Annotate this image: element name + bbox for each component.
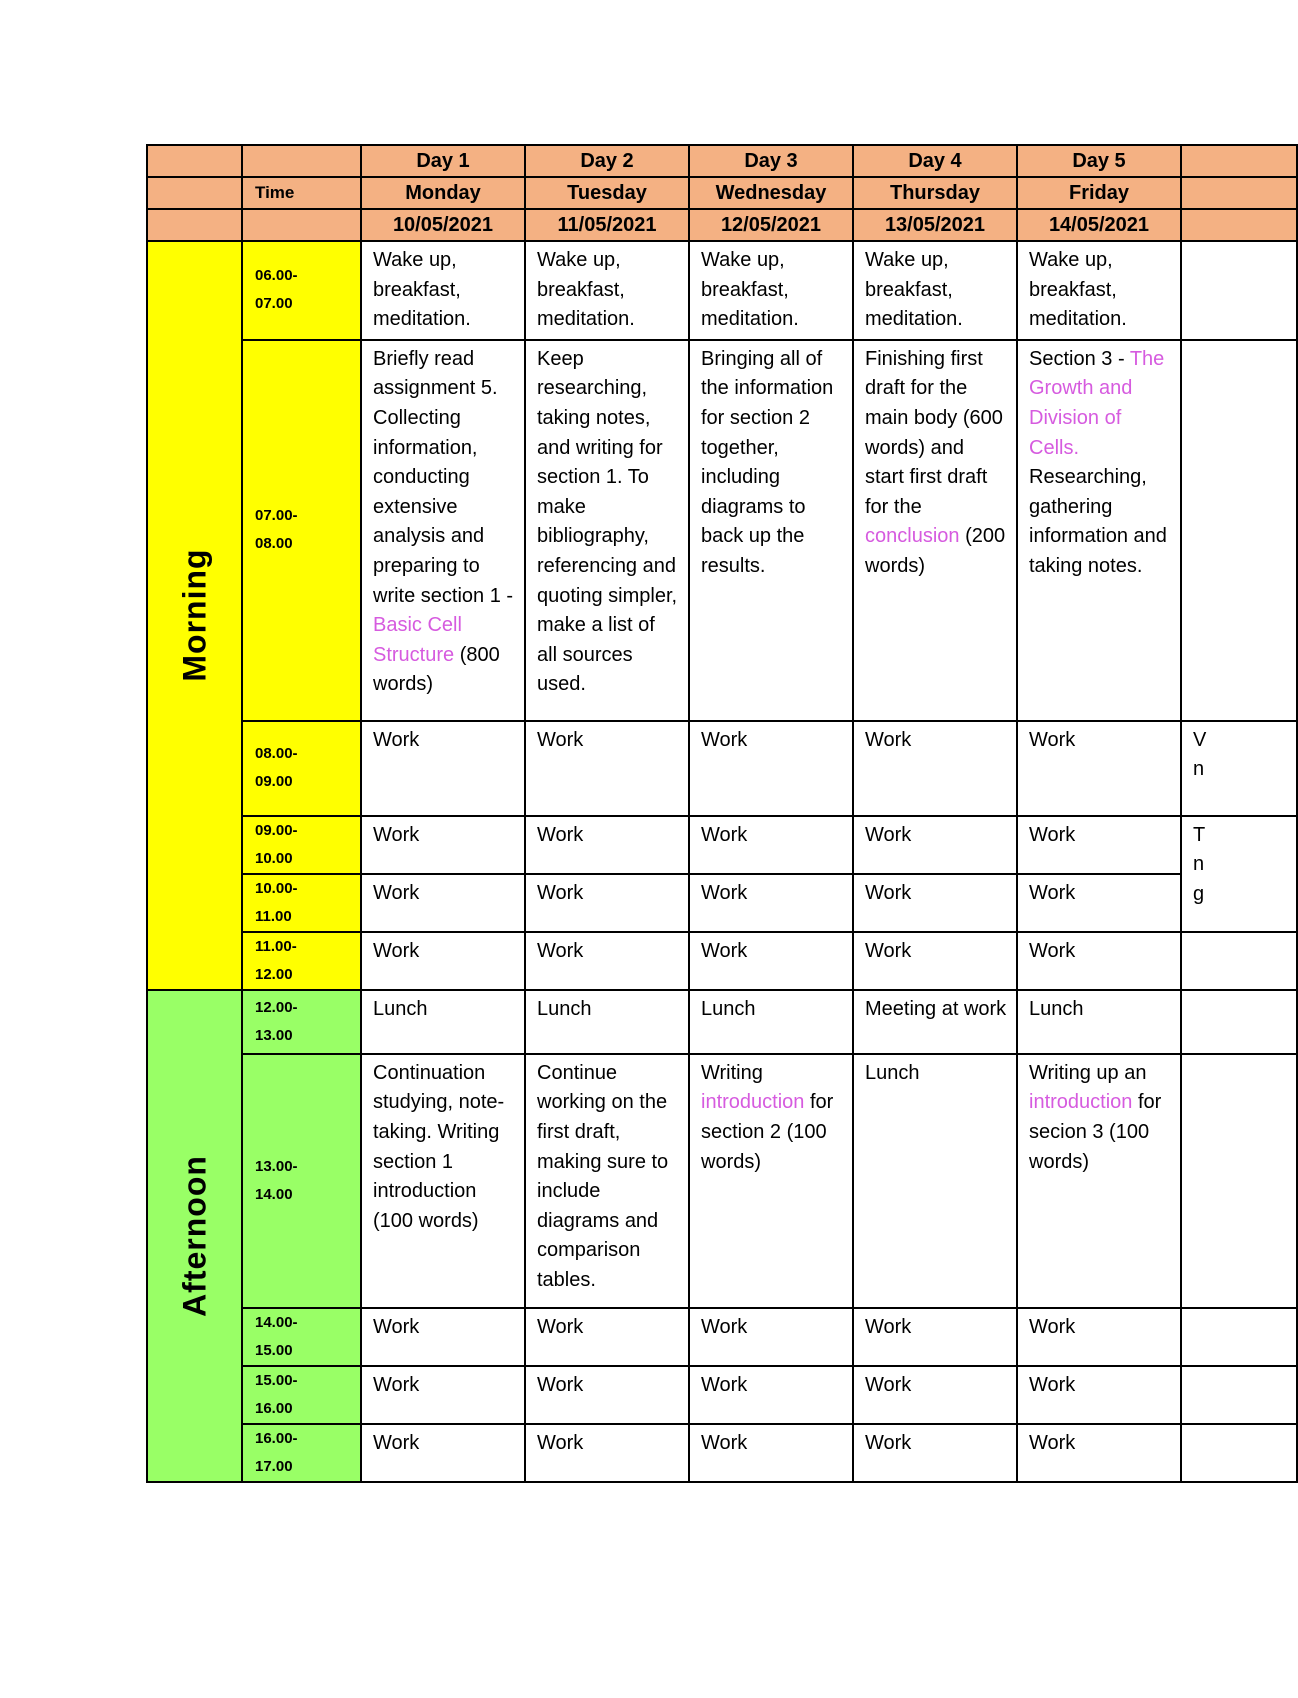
schedule-cell: Work — [361, 932, 525, 990]
schedule-cell: Work — [361, 1308, 525, 1366]
header-corner — [147, 209, 242, 241]
schedule-cell: Work — [525, 816, 689, 874]
schedule-cell: Continuation studying, note-taking. Writing section 1 introduction (100 words) — [361, 1054, 525, 1308]
header-date-2: 11/05/2021 — [525, 209, 689, 241]
schedule-cell: Meeting at work — [853, 990, 1017, 1054]
schedule-cell-partial — [1181, 1424, 1297, 1482]
header-time-blank — [242, 145, 361, 177]
header-weekday-2: Tuesday — [525, 177, 689, 209]
table-row — [147, 874, 1297, 932]
schedule-cell: Keep researching, taking notes, and writing for section 1. To make bibliography, referencing and quoting simpler, make a list of all sources used. — [525, 340, 689, 721]
table-row — [147, 1366, 1297, 1424]
header-day-5: Day 5 — [1017, 145, 1181, 177]
schedule-cell: Wake up, breakfast, meditation. — [525, 241, 689, 340]
schedule-cell: Work — [853, 1308, 1017, 1366]
schedule-cell: Work — [361, 1424, 525, 1482]
schedule-cell: Work — [1017, 1308, 1181, 1366]
time-slot: 08.00- 09.00 — [242, 721, 361, 816]
schedule-cell: Work — [525, 1424, 689, 1482]
schedule-cell: Work — [1017, 1424, 1181, 1482]
header-day-2: Day 2 — [525, 145, 689, 177]
highlight-text: The Growth and Division of Cells. — [1029, 347, 1165, 459]
schedule-cell: Writing up an introduction for secion 3 (100 words) — [1017, 1054, 1181, 1308]
schedule-cell: Work — [1017, 1366, 1181, 1424]
time-slot: 14.00- 15.00 — [242, 1308, 361, 1366]
header-weekday-1: Monday — [361, 177, 525, 209]
header-date-4: 13/05/2021 — [853, 209, 1017, 241]
period-morning — [147, 241, 242, 990]
schedule-cell: Work — [361, 721, 525, 816]
schedule-cell: Work — [853, 1424, 1017, 1482]
schedule-cell-partial — [1181, 1366, 1297, 1424]
schedule-cell-partial: V n — [1181, 721, 1297, 816]
header-day-1: Day 1 — [361, 145, 525, 177]
schedule-cell: Work — [525, 932, 689, 990]
period-afternoon — [147, 990, 242, 1482]
schedule-cell: Work — [361, 816, 525, 874]
table-row — [147, 1308, 1297, 1366]
schedule-cell-partial — [1181, 1308, 1297, 1366]
schedule-cell: Work — [853, 721, 1017, 816]
header-weekday-5: Friday — [1017, 177, 1181, 209]
time-slot: 16.00- 17.00 — [242, 1424, 361, 1482]
schedule-cell: Lunch — [689, 990, 853, 1054]
schedule-cell: Work — [689, 1366, 853, 1424]
header-weekday-3: Wednesday — [689, 177, 853, 209]
schedule-cell: Wake up, breakfast, meditation. — [1017, 241, 1181, 340]
schedule-cell: Writing introduction for section 2 (100 words) — [689, 1054, 853, 1308]
schedule-cell: Wake up, breakfast, meditation. — [689, 241, 853, 340]
schedule-cell: Work — [525, 721, 689, 816]
table-row — [147, 1054, 1297, 1308]
schedule-cell: Work — [689, 1424, 853, 1482]
schedule-cell: Work — [525, 1308, 689, 1366]
time-slot: 09.00- 10.00 — [242, 816, 361, 874]
time-slot: 10.00- 11.00 — [242, 874, 361, 932]
table-row — [147, 816, 1297, 874]
schedule-cell: Work — [525, 1366, 689, 1424]
header-date-3: 12/05/2021 — [689, 209, 853, 241]
schedule-cell: Lunch — [853, 1054, 1017, 1308]
schedule-cell: Work — [525, 874, 689, 932]
highlight-text: Basic Cell Structure — [373, 614, 462, 666]
time-slot: 11.00- 12.00 — [242, 932, 361, 990]
time-slot: 13.00- 14.00 — [242, 1054, 361, 1308]
schedule-cell: Work — [689, 1308, 853, 1366]
schedule-cell: Section 3 - The Growth and Division of Cells. Researching, gathering information and taking notes. — [1017, 340, 1181, 721]
header-date-5: 14/05/2021 — [1017, 209, 1181, 241]
schedule-cell-partial — [1181, 340, 1297, 721]
schedule-cell-partial — [1181, 1054, 1297, 1308]
schedule-cell: Bringing all of the information for section 2 together, including diagrams to back up the results. — [689, 340, 853, 721]
header-time-blank — [242, 209, 361, 241]
header-time-label: Time — [242, 177, 361, 209]
header-date-6-partial — [1181, 209, 1297, 241]
highlight-text: introduction — [701, 1091, 805, 1114]
schedule-cell: Work — [689, 932, 853, 990]
schedule-cell: Work — [853, 1366, 1017, 1424]
schedule-cell-partial — [1181, 241, 1297, 340]
schedule-cell: Lunch — [361, 990, 525, 1054]
schedule-cell: Continue working on the first draft, making sure to include diagrams and comparison tables. — [525, 1054, 689, 1308]
table-row — [147, 1424, 1297, 1482]
schedule-cell-partial — [1181, 990, 1297, 1054]
header-corner — [147, 145, 242, 177]
period-morning-label: Morning — [176, 548, 212, 682]
schedule-cell: Wake up, breakfast, meditation. — [361, 241, 525, 340]
table-row — [147, 932, 1297, 990]
schedule-cell: Work — [361, 874, 525, 932]
schedule-cell: Work — [1017, 721, 1181, 816]
time-slot: 06.00- 07.00 — [242, 241, 361, 340]
table-row — [147, 721, 1297, 816]
schedule-cell: Work — [689, 874, 853, 932]
schedule-cell: Finishing first draft for the main body (600 words) and start first draft for the conclusion (200 words) — [853, 340, 1017, 721]
schedule-cell: Briefly read assignment 5. Collecting information, conducting extensive analysis and preparing to write section 1 - Basic Cell Structure (800 words) — [361, 340, 525, 721]
schedule-cell: Work — [853, 816, 1017, 874]
table-row — [147, 340, 1297, 721]
table-row — [147, 241, 1297, 340]
header-corner — [147, 177, 242, 209]
schedule-cell: Work — [1017, 932, 1181, 990]
schedule-table — [146, 144, 1298, 1483]
header-weekday-4: Thursday — [853, 177, 1017, 209]
header-row-weekday — [147, 177, 1297, 209]
schedule-cell: Work — [361, 1366, 525, 1424]
header-row-day — [147, 145, 1297, 177]
header-day-3: Day 3 — [689, 145, 853, 177]
schedule-cell: Wake up, breakfast, meditation. — [853, 241, 1017, 340]
schedule-cell-partial: T n g — [1181, 816, 1297, 932]
table-row — [147, 990, 1297, 1054]
schedule-cell: Work — [1017, 874, 1181, 932]
schedule-cell: Work — [853, 874, 1017, 932]
schedule-cell: Work — [689, 816, 853, 874]
header-day-6-partial — [1181, 145, 1297, 177]
period-afternoon-label: Afternoon — [176, 1154, 212, 1317]
time-slot: 15.00- 16.00 — [242, 1366, 361, 1424]
header-day-4: Day 4 — [853, 145, 1017, 177]
header-date-1: 10/05/2021 — [361, 209, 525, 241]
schedule-cell-partial — [1181, 932, 1297, 990]
schedule-cell: Lunch — [1017, 990, 1181, 1054]
header-weekday-6-partial — [1181, 177, 1297, 209]
schedule-cell: Work — [689, 721, 853, 816]
time-slot: 12.00- 13.00 — [242, 990, 361, 1054]
time-slot: 07.00- 08.00 — [242, 340, 361, 721]
schedule-cell: Lunch — [525, 990, 689, 1054]
highlight-text: introduction — [1029, 1091, 1133, 1114]
header-row-date — [147, 209, 1297, 241]
schedule-cell: Work — [853, 932, 1017, 990]
schedule-cell: Work — [1017, 816, 1181, 874]
highlight-text: conclusion — [865, 525, 960, 548]
